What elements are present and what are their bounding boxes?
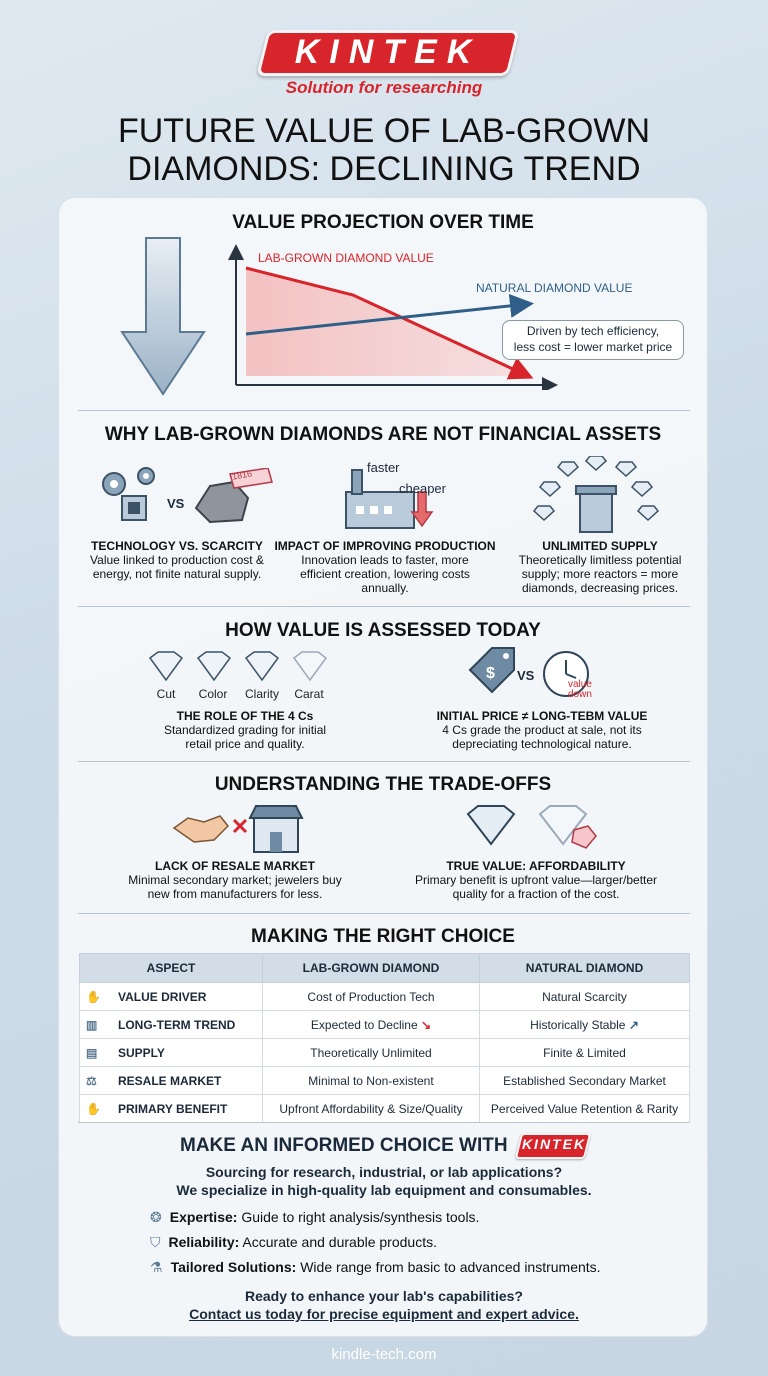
- callout-line-1: Driven by tech efficiency,: [526, 324, 660, 338]
- affordability-desc: quality for a fraction of the cost.: [452, 887, 620, 901]
- svg-text:$: $: [486, 665, 495, 682]
- initial-price-desc: depreciating technological nature.: [452, 737, 632, 751]
- bullet-text: Guide to right analysis/synthesis tools.: [237, 1209, 480, 1225]
- four-cs-diamond-icons: [146, 650, 332, 684]
- price-tag-text: 1816: [231, 468, 253, 482]
- aspect-label: RESALE MARKET: [118, 1073, 222, 1088]
- bullet-text: Accurate and durable products.: [239, 1234, 437, 1250]
- resale-desc: new from manufacturers for less.: [147, 887, 323, 901]
- faster-label: faster: [367, 460, 400, 475]
- cs-color: Color: [198, 687, 228, 701]
- natural-value-label: NATURAL DIAMOND VALUE: [476, 281, 633, 295]
- reactor-diamonds-icon: [532, 456, 662, 534]
- asset-item-desc: energy, not finite natural supply.: [92, 567, 262, 581]
- aspect-cell: [80, 983, 263, 1011]
- aspect-label: VALUE DRIVER: [118, 989, 207, 1004]
- resale-desc: Minimal secondary market; jewelers buy: [128, 873, 342, 887]
- bar-chart-icon: ▥: [86, 1017, 98, 1032]
- four-cs-desc: Standardized grading for initial: [163, 723, 327, 737]
- cs-carat: Carat: [294, 687, 324, 701]
- tagline: Solution for researching: [285, 78, 483, 97]
- cheaper-label: cheaper: [399, 481, 446, 496]
- callout: [502, 320, 684, 360]
- value-down-line-2: down: [568, 689, 592, 700]
- aspect-cell: [80, 1039, 263, 1067]
- affordability-title: TRUE VALUE: AFFORDABILITY: [446, 859, 626, 873]
- asset-item-desc: annually.: [361, 581, 409, 595]
- four-cs-block: [120, 709, 370, 751]
- asset-item-desc: Value linked to production cost &: [90, 553, 264, 567]
- asset-item-1: [70, 539, 284, 581]
- lab-trend-text: Expected to Decline: [310, 1017, 418, 1032]
- cta-line-1: Sourcing for research, industrial, or lab applications?: [205, 1164, 563, 1180]
- tradeoffs-title: UNDERSTANDING THE TRADE-OFFS: [214, 774, 552, 795]
- resale-block: [100, 859, 370, 901]
- asset-item-desc: efficient creation, lowering costs: [300, 567, 470, 581]
- asset-item-desc: diamonds, decreasing prices.: [521, 581, 679, 595]
- callout-line-2: less cost = lower market price: [513, 340, 673, 354]
- shield-check-icon: ⛉: [150, 1234, 161, 1250]
- assessed-title: HOW VALUE IS ASSESSED TODAY: [225, 620, 541, 641]
- bullet-label: Reliability:: [168, 1234, 240, 1250]
- cta-logo-text: KINTEK: [521, 1136, 587, 1152]
- affordability-desc: Primary benefit is upfront value—larger/better: [414, 873, 658, 887]
- trend-down-icon: ↘: [421, 1017, 432, 1032]
- asset-item-2: [268, 539, 502, 595]
- table-row: [80, 1067, 690, 1095]
- natural-cell: Established Secondary Market: [480, 1067, 690, 1095]
- lab-value-label: LAB-GROWN DIAMOND VALUE: [258, 251, 434, 265]
- page-title: [0, 112, 768, 188]
- scale-icon: ⚖: [86, 1073, 97, 1088]
- vs-label-2: VS: [517, 668, 535, 683]
- divider: [78, 606, 690, 607]
- closing-line-1: Ready to enhance your lab's capabilities?: [245, 1288, 523, 1304]
- header-lab: LAB-GROWN DIAMOND: [263, 954, 480, 983]
- value-down-text: [568, 680, 592, 700]
- bullet-label: Expertise:: [169, 1209, 238, 1225]
- natural-cell: Finite & Limited: [480, 1039, 690, 1067]
- handshake-store-icon: [170, 800, 304, 856]
- natural-cell: Natural Scarcity: [480, 983, 690, 1011]
- title-line-1: FUTURE VALUE OF LAB-GROWN: [117, 112, 651, 150]
- aspect-label: SUPPLY: [118, 1045, 165, 1060]
- asset-item-title: UNLIMITED SUPPLY: [542, 539, 658, 553]
- initial-price-desc: 4 Cs grade the product at sale, not its: [442, 723, 642, 737]
- aspect-cell: [80, 1067, 263, 1095]
- table-header-row: [80, 954, 690, 983]
- trend-up-icon: ↗: [628, 1017, 639, 1032]
- vs-label-1: VS: [167, 496, 185, 511]
- reactor-icon: ▤: [86, 1045, 98, 1060]
- lab-cell: [263, 1011, 480, 1039]
- price-tag-icon: [462, 646, 518, 698]
- assets-title: WHY LAB-GROWN DIAMONDS ARE NOT FINANCIAL ASSETS: [104, 424, 662, 445]
- aspect-label: LONG-TERM TREND: [118, 1017, 236, 1032]
- asset-item-desc: Innovation leads to faster, more: [301, 553, 469, 567]
- lab-cell: Theoretically Unlimited: [263, 1039, 480, 1067]
- gears-chip-icon: [96, 464, 166, 528]
- hand-coin-icon: ✋: [86, 989, 101, 1004]
- header-aspect: ASPECT: [80, 954, 263, 983]
- four-cs-title: THE ROLE OF THE 4 Cs: [176, 709, 314, 723]
- natural-cell: [480, 1011, 690, 1039]
- aspect-cell: [80, 1011, 263, 1039]
- asset-item-desc: supply; more reactors = more: [521, 567, 679, 581]
- cs-cut: Cut: [156, 687, 176, 701]
- header-natural: NATURAL DIAMOND: [480, 954, 690, 983]
- bullet-reliability: [150, 1234, 437, 1251]
- aspect-cell: [80, 1095, 263, 1123]
- projection-title: VALUE PROJECTION OVER TIME: [232, 212, 534, 233]
- table-row: [80, 1011, 690, 1039]
- aspect-label: PRIMARY BENEFIT: [118, 1101, 228, 1116]
- bullet-label: Tailored Solutions:: [170, 1259, 297, 1275]
- flask-icon: ⚗: [150, 1259, 163, 1275]
- website-url[interactable]: kindle-tech.com: [331, 1346, 437, 1363]
- logo-text: KINTEK: [294, 33, 482, 71]
- diamonds-tag-icon: [464, 804, 600, 854]
- asset-item-desc: Theoretically limitless potential: [518, 553, 682, 567]
- hand-coin-icon: ✋: [86, 1101, 101, 1116]
- cta-title: MAKE AN INFORMED CHOICE WITH: [180, 1135, 508, 1156]
- down-arrow-icon: [118, 236, 208, 398]
- lab-cell: Upfront Affordability & Size/Quality: [263, 1095, 480, 1123]
- lab-cell: Minimal to Non-existent: [263, 1067, 480, 1095]
- lab-cell: Cost of Production Tech: [263, 983, 480, 1011]
- natural-cell: Perceived Value Retention & Rarity: [480, 1095, 690, 1123]
- table-row: [80, 1039, 690, 1067]
- comparison-table: [79, 953, 690, 1123]
- initial-price-title: INITIAL PRICE ≠ LONG-TEBM VALUE: [436, 709, 648, 723]
- divider: [78, 761, 690, 762]
- cta-line-2: We specialize in high-quality lab equipment and consumables.: [176, 1182, 592, 1198]
- asset-item-title: TECHNOLOGY VS. SCARCITY: [91, 539, 263, 553]
- affordability-block: [388, 859, 684, 901]
- choice-title: MAKING THE RIGHT CHOICE: [251, 926, 515, 947]
- natural-trend-text: Historically Stable: [530, 1017, 626, 1032]
- title-line-2: DIAMONDS: DECLINING TREND: [127, 150, 641, 188]
- initial-price-block: [402, 709, 682, 751]
- asset-item-title: IMPACT OF IMPROVING PRODUCTION: [274, 539, 496, 553]
- four-cs-desc: retail price and quality.: [185, 737, 305, 751]
- brain-icon: ❂: [150, 1209, 162, 1225]
- bullet-tailored: [150, 1259, 601, 1276]
- value-down-line-1: value: [568, 679, 592, 690]
- divider: [78, 410, 690, 411]
- divider: [78, 1122, 690, 1123]
- asset-item-3: [502, 539, 698, 595]
- resale-title: LACK OF RESALE MARKET: [155, 859, 315, 873]
- cs-clarity: Clarity: [244, 687, 279, 701]
- bullet-expertise: [150, 1209, 479, 1226]
- table-row: [80, 1095, 690, 1123]
- bullet-text: Wide range from basic to advanced instruments.: [296, 1259, 601, 1275]
- divider: [78, 913, 690, 914]
- contact-link[interactable]: Contact us today for precise equipment and expert advice.: [189, 1306, 579, 1322]
- table-row: [80, 983, 690, 1011]
